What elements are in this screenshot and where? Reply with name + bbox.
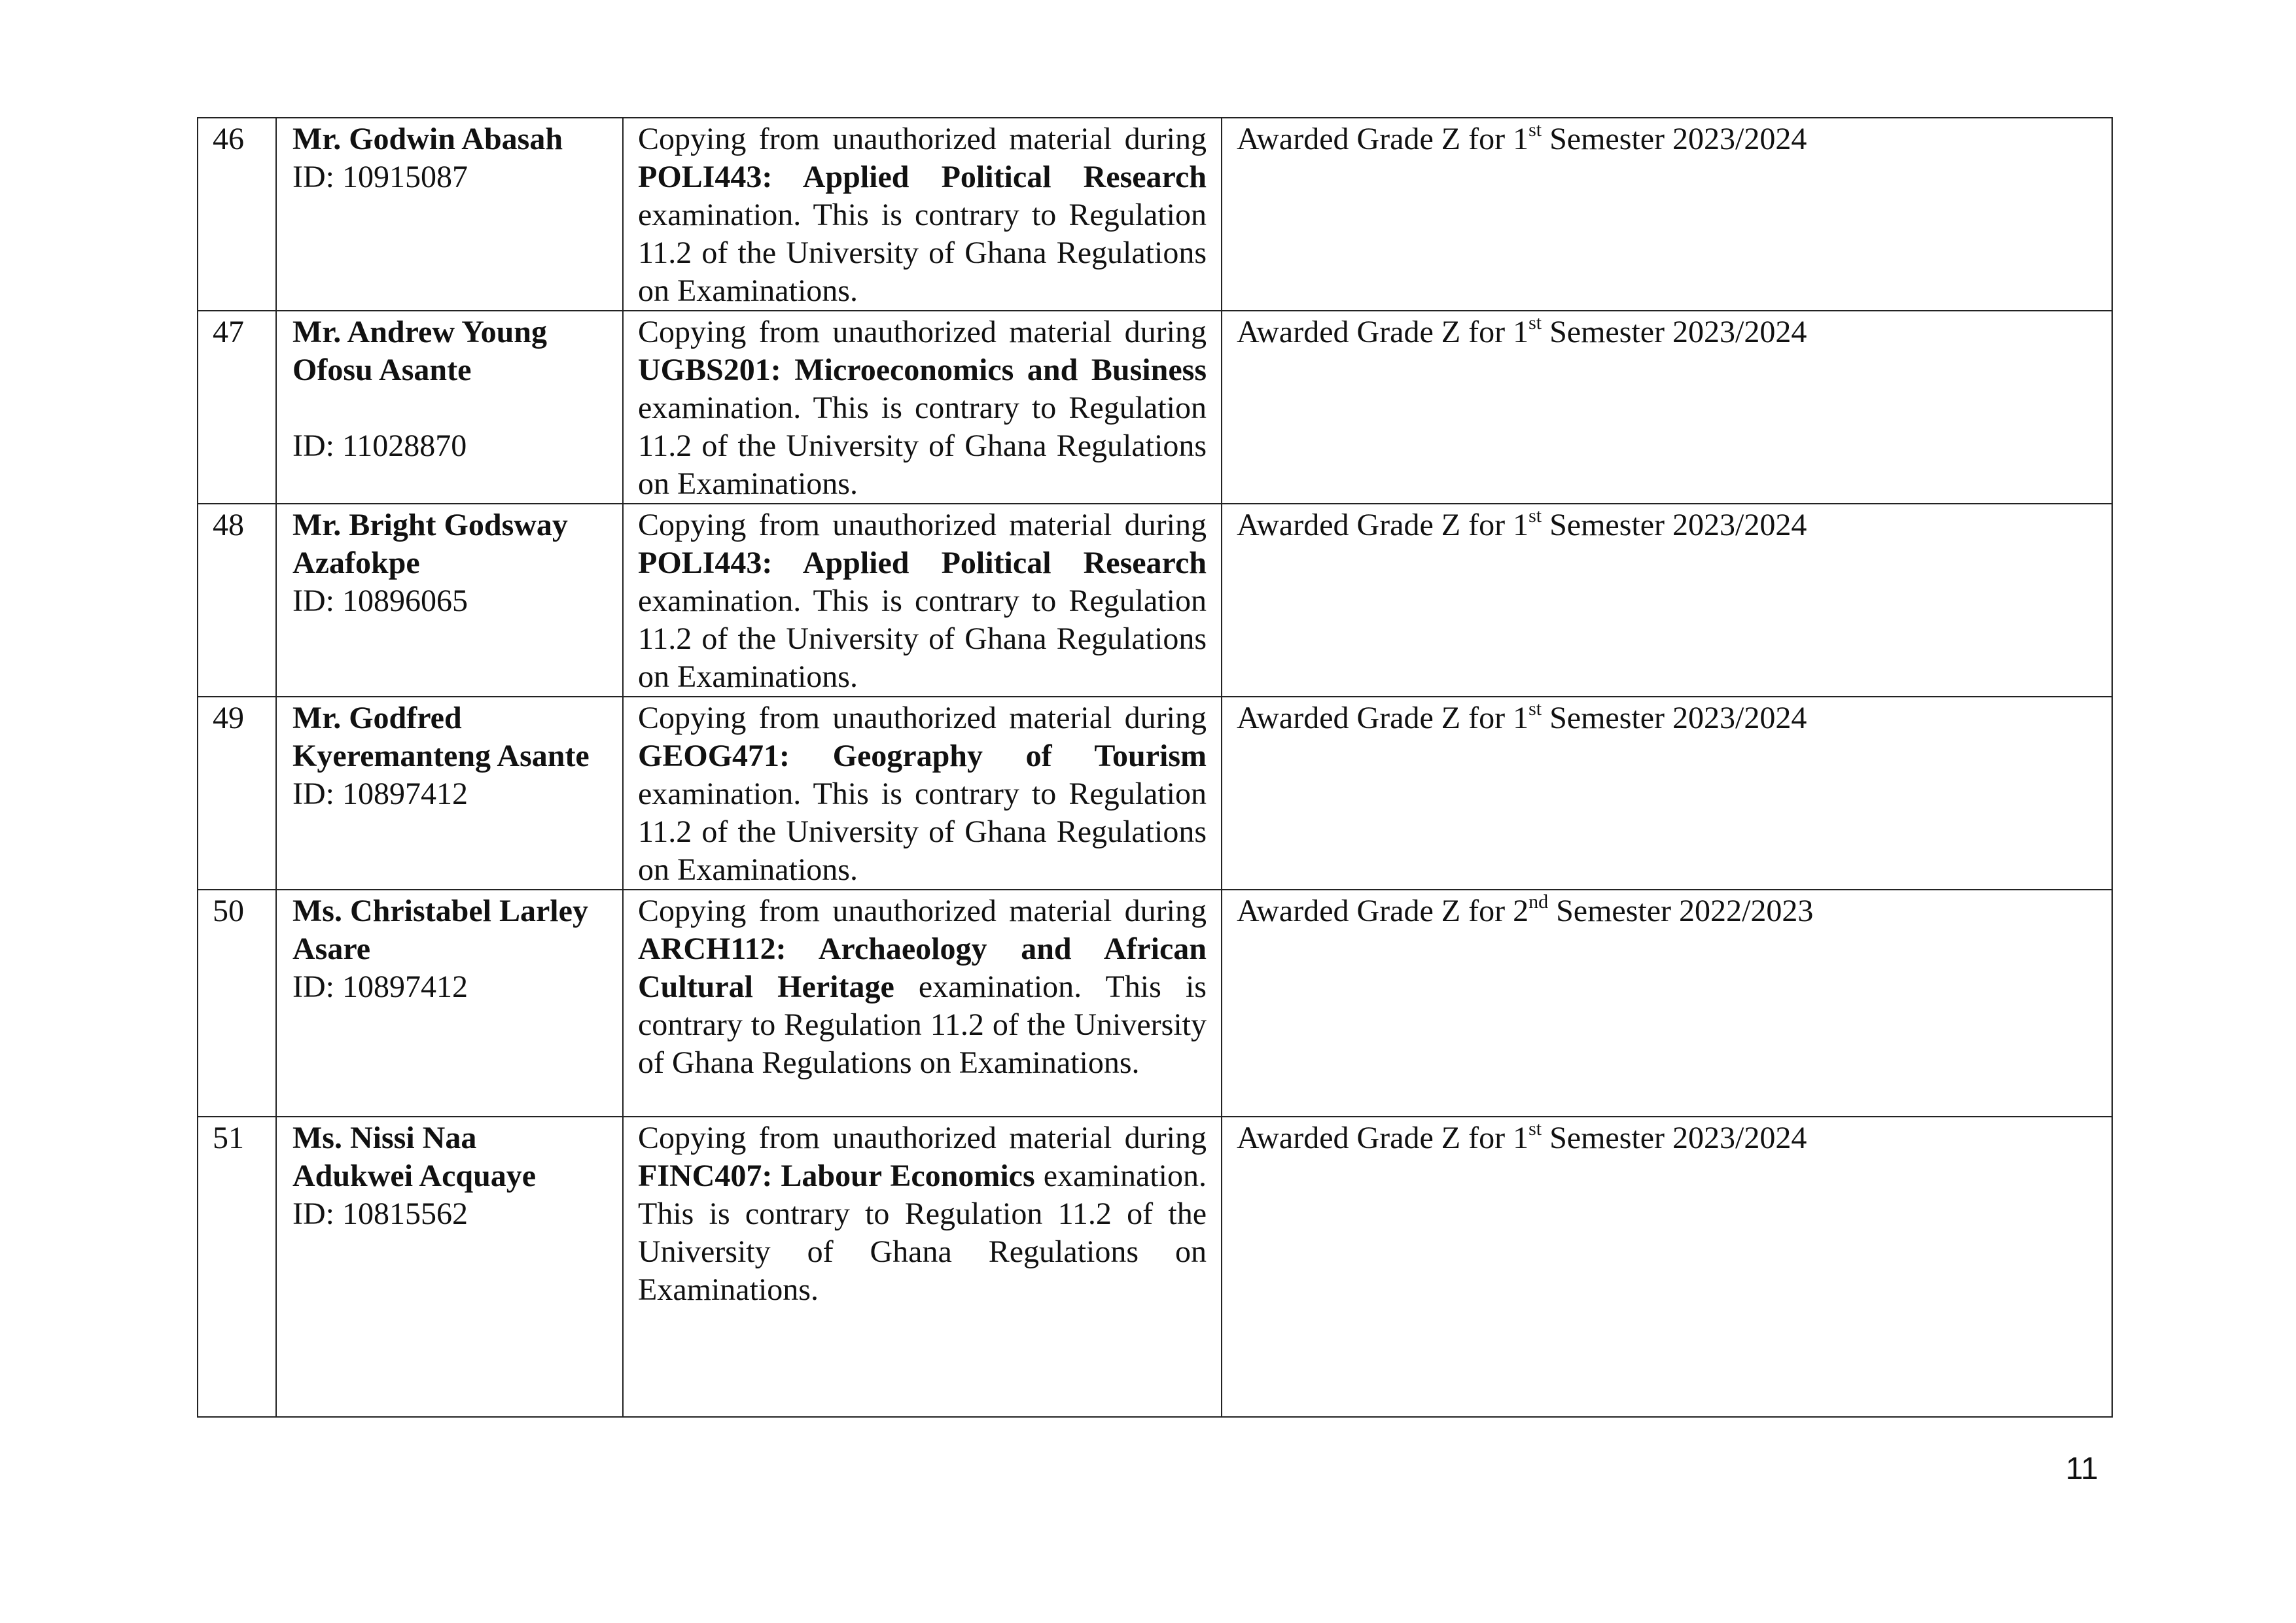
sanction-cell <box>1222 311 2112 504</box>
table-row <box>198 118 2112 311</box>
student-name: Ms. Nissi Naa <box>292 1121 477 1155</box>
course-name: UGBS201: Microeconomics and Business <box>638 353 1207 387</box>
offence-suffix: examination. This is contrary to Regulation 11.2 of the University of Ghana Regulations on Examinations. <box>638 584 1207 694</box>
student-cell <box>276 311 623 504</box>
page-number: 11 <box>2066 1452 2098 1486</box>
offence-cell <box>623 118 1222 311</box>
student-id: ID: 10915087 <box>292 160 468 194</box>
course-name: FINC407: Labour Economics <box>638 1159 1035 1193</box>
sanction-suffix: Semester 2023/2024 <box>1542 1121 1807 1155</box>
row-number: 50 <box>198 890 276 1117</box>
table-row <box>198 697 2112 890</box>
offence-cell <box>623 1117 1222 1417</box>
sanction-prefix: Awarded Grade Z for 1 <box>1237 1121 1529 1155</box>
table-row <box>198 1117 2112 1417</box>
student-name: Mr. Godwin Abasah <box>292 122 563 156</box>
offence-prefix: Copying from unauthorized material during <box>638 701 1207 735</box>
student-cell <box>276 504 623 697</box>
student-name: Mr. Bright Godsway <box>292 508 568 542</box>
sanction-cell <box>1222 697 2112 890</box>
student-id: ID: 10896065 <box>292 584 468 618</box>
student-id: ID: 10897412 <box>292 777 468 811</box>
ordinal-suffix: st <box>1528 119 1542 141</box>
student-cell <box>276 1117 623 1417</box>
table-row <box>198 890 2112 1117</box>
offence-cell <box>623 504 1222 697</box>
student-cell <box>276 697 623 890</box>
student-cell <box>276 118 623 311</box>
student-name: Azafokpe <box>292 546 420 580</box>
course-name: GEOG471: Geography of Tourism <box>638 739 1207 773</box>
student-name: Mr. Andrew Young <box>292 315 547 349</box>
sanction-suffix: Semester 2023/2024 <box>1542 508 1807 542</box>
sanction-suffix: Semester 2023/2024 <box>1542 315 1807 349</box>
offence-cell <box>623 311 1222 504</box>
ordinal-suffix: st <box>1528 505 1542 527</box>
offence-prefix: Copying from unauthorized material during <box>638 1121 1207 1155</box>
student-name: Kyeremanteng Asante <box>292 739 590 773</box>
offence-suffix: examination. This is contrary to Regulation 11.2 of the University of Ghana Regulations on Examinations. <box>638 969 1207 1080</box>
ordinal-suffix: nd <box>1528 891 1549 913</box>
row-number: 46 <box>198 118 276 311</box>
sanction-prefix: Awarded Grade Z for 1 <box>1237 122 1529 156</box>
ordinal-suffix: st <box>1528 698 1542 720</box>
sanction-suffix: Semester 2023/2024 <box>1542 701 1807 735</box>
table-row <box>198 311 2112 504</box>
row-number: 49 <box>198 697 276 890</box>
offence-prefix: Copying from unauthorized material during <box>638 508 1207 542</box>
offence-suffix: examination. This is contrary to Regulation 11.2 of the University of Ghana Regulations on Examinations. <box>638 198 1207 308</box>
offence-suffix: examination. This is contrary to Regulation 11.2 of the University of Ghana Regulations on Examinations. <box>638 391 1207 501</box>
sanction-prefix: Awarded Grade Z for 1 <box>1237 701 1529 735</box>
student-name: Adukwei Acquaye <box>292 1159 537 1193</box>
row-number: 48 <box>198 504 276 697</box>
offence-prefix: Copying from unauthorized material during <box>638 122 1207 156</box>
student-name: Ofosu Asante <box>292 353 472 387</box>
student-cell <box>276 890 623 1117</box>
offence-suffix: examination. This is contrary to Regulation 11.2 of the University of Ghana Regulations on Examinations. <box>638 777 1207 887</box>
offence-prefix: Copying from unauthorized material during <box>638 894 1207 928</box>
sanction-prefix: Awarded Grade Z for 1 <box>1237 508 1529 542</box>
row-number: 51 <box>198 1117 276 1417</box>
course-name: ARCH112: Archaeology and African Cultural Heritage <box>638 932 1207 1004</box>
offence-cell <box>623 890 1222 1117</box>
sanction-prefix: Awarded Grade Z for 1 <box>1237 315 1529 349</box>
sanction-suffix: Semester 2023/2024 <box>1542 122 1807 156</box>
ordinal-suffix: st <box>1528 312 1542 334</box>
student-name: Mr. Godfred <box>292 701 462 735</box>
sanction-cell <box>1222 504 2112 697</box>
sanction-cell <box>1222 1117 2112 1417</box>
disciplinary-table <box>197 117 2113 1418</box>
student-name: Ms. Christabel Larley <box>292 894 588 928</box>
row-number: 47 <box>198 311 276 504</box>
offence-cell <box>623 697 1222 890</box>
sanction-prefix: Awarded Grade Z for 2 <box>1237 894 1529 928</box>
offence-suffix: examination. This is contrary to Regulation 11.2 of the University of Ghana Regulations on Examinations. <box>638 1159 1207 1307</box>
table-row <box>198 504 2112 697</box>
offence-prefix: Copying from unauthorized material during <box>638 315 1207 349</box>
sanction-cell <box>1222 118 2112 311</box>
course-name: POLI443: Applied Political Research <box>638 160 1207 194</box>
student-id: ID: 11028870 <box>292 428 467 463</box>
student-name: Asare <box>292 932 371 966</box>
ordinal-suffix: st <box>1528 1118 1542 1140</box>
student-id: ID: 10897412 <box>292 969 468 1004</box>
course-name: POLI443: Applied Political Research <box>638 546 1207 580</box>
sanction-suffix: Semester 2022/2023 <box>1548 894 1814 928</box>
student-id: ID: 10815562 <box>292 1196 468 1231</box>
blank-line <box>292 389 617 427</box>
sanction-cell <box>1222 890 2112 1117</box>
